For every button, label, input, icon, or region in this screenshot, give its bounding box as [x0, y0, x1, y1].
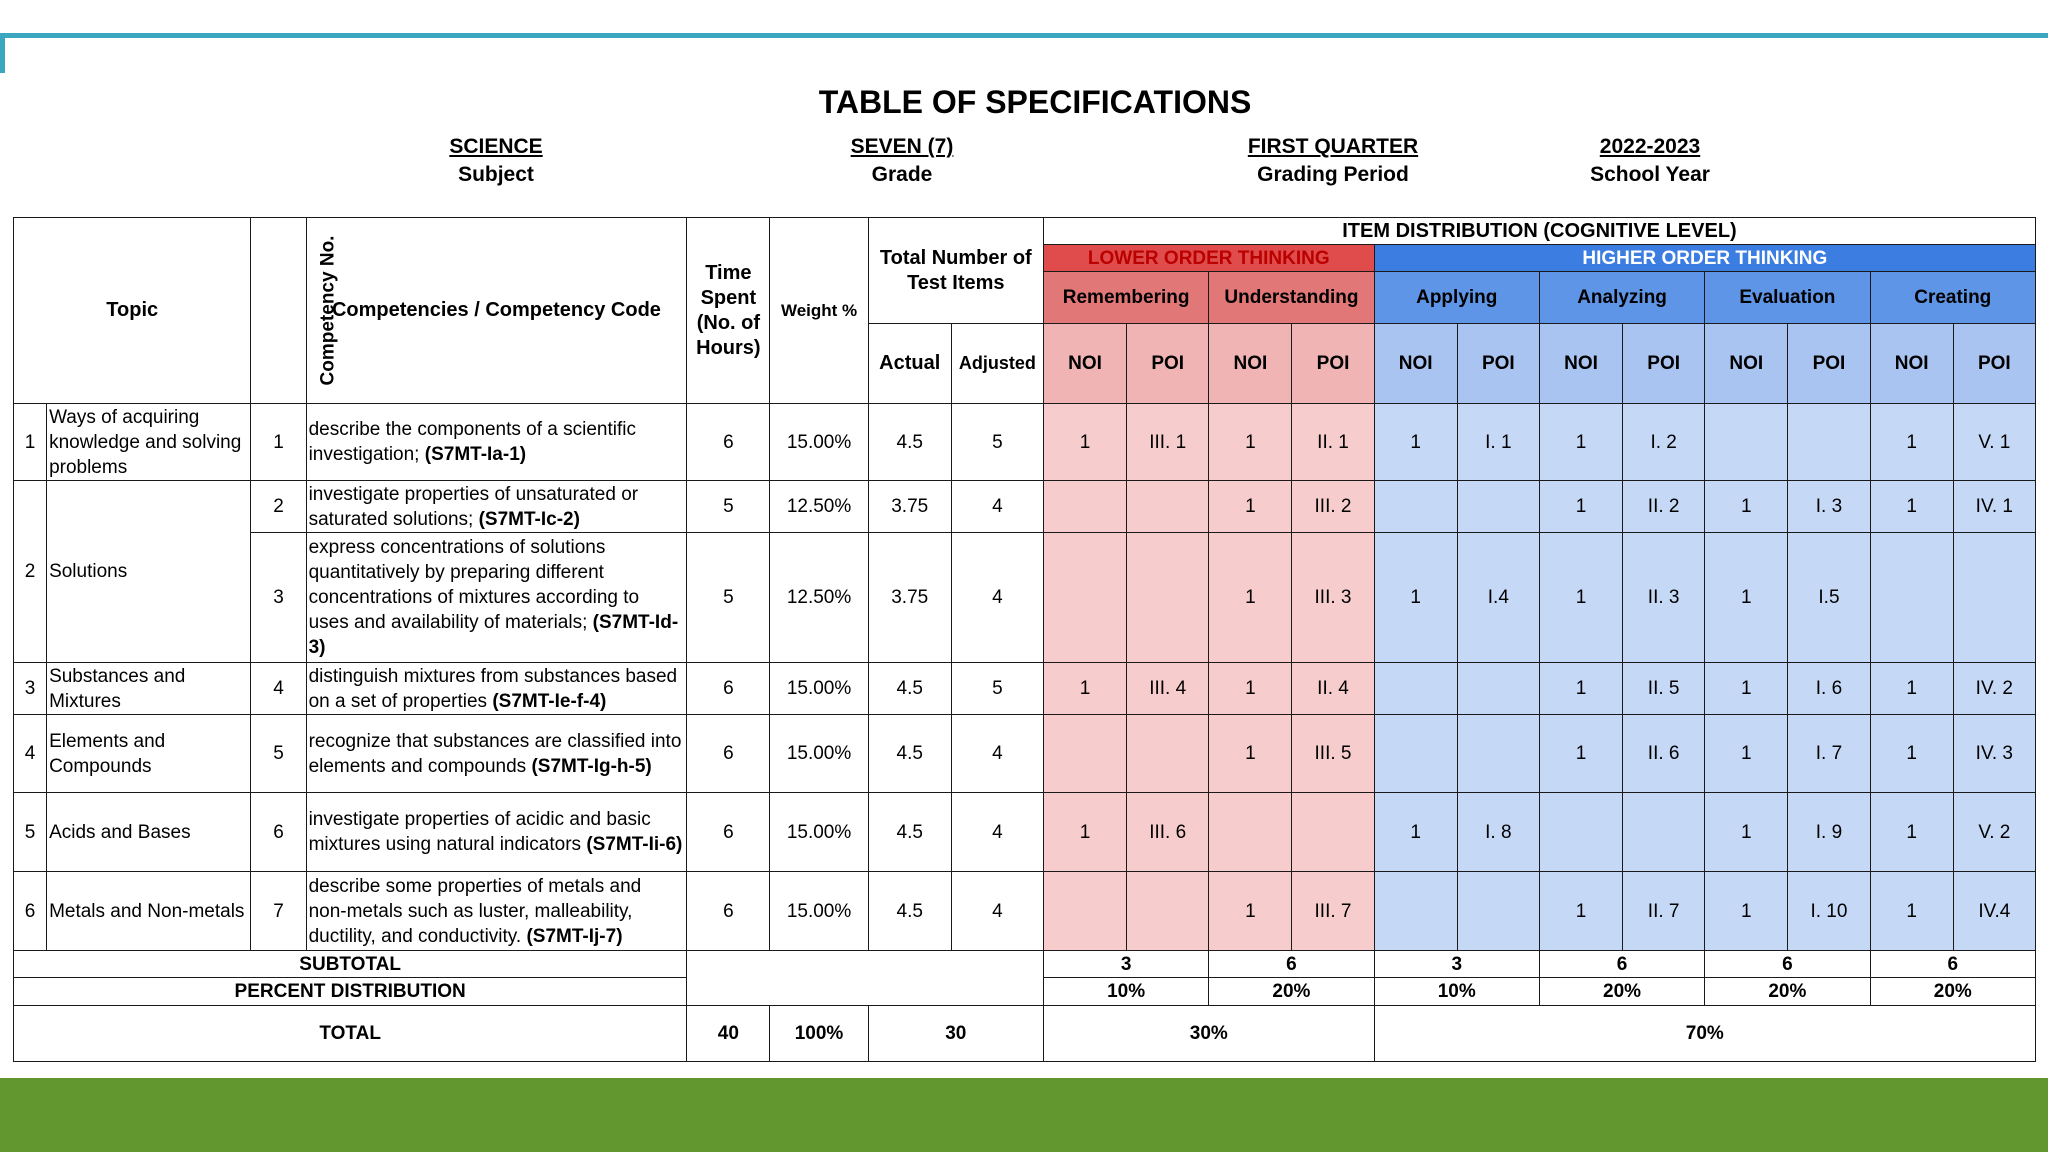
topic-number: 4: [14, 715, 47, 793]
remembering-poi: III. 1: [1127, 404, 1209, 481]
applying-noi: [1374, 663, 1457, 715]
total-label: TOTAL: [14, 1006, 687, 1062]
remembering-poi: [1127, 481, 1209, 533]
subtotal-understanding: 6: [1209, 951, 1374, 978]
adjusted-items: 4: [951, 533, 1043, 663]
poi-header: POI: [1127, 324, 1209, 404]
subtotal-evaluation: 6: [1705, 951, 1870, 978]
grade-value: SEVEN (7): [850, 135, 954, 158]
competency-text: recognize that substances are classified into elements and compounds (S7MT-Ig-h-5): [306, 715, 687, 793]
percent-understanding: 20%: [1209, 978, 1374, 1006]
analyzing-noi: [1539, 793, 1622, 872]
analyzing-poi: II. 2: [1623, 481, 1705, 533]
grading-period-value: FIRST QUARTER: [1247, 135, 1419, 158]
level-remembering: Remembering: [1043, 272, 1208, 324]
time-spent-header: Time Spent (No. of Hours): [687, 218, 770, 404]
competencies-header: Competencies / Competency Code: [306, 218, 687, 404]
total-items-header: Total Number of Test Items: [868, 218, 1043, 324]
remembering-noi: [1043, 533, 1126, 663]
evaluation-poi: I. 6: [1788, 663, 1870, 715]
remembering-noi: 1: [1043, 404, 1126, 481]
topic-name: Elements and Compounds: [47, 715, 251, 793]
total-lower-order: 30%: [1043, 1006, 1374, 1062]
analyzing-noi: 1: [1539, 715, 1622, 793]
creating-noi: [1870, 533, 1953, 663]
evaluation-poi: I. 3: [1788, 481, 1870, 533]
topic-name: Metals and Non-metals: [47, 872, 251, 951]
grade-block: [752, 133, 1052, 189]
time-spent: 5: [687, 481, 770, 533]
topic-number: 2: [14, 481, 47, 663]
evaluation-noi: 1: [1705, 793, 1788, 872]
weight: 12.50%: [770, 481, 868, 533]
remembering-poi: [1127, 715, 1209, 793]
adjusted-items: 5: [951, 404, 1043, 481]
left-accent-edge: [0, 38, 5, 73]
competency-number: 5: [251, 715, 306, 793]
level-analyzing: Analyzing: [1539, 272, 1704, 324]
total-weight: 100%: [770, 1006, 868, 1062]
understanding-poi: III. 7: [1292, 872, 1374, 951]
total-items: 30: [868, 1006, 1043, 1062]
competency-text: express concentrations of solutions quantitatively by preparing different concentrations of mixtures according to uses and availability of materials; (S7MT-Id-3): [306, 533, 687, 663]
subtotal-creating: 6: [1870, 951, 2035, 978]
actual-items: 3.75: [868, 533, 951, 663]
evaluation-noi: 1: [1705, 663, 1788, 715]
weight: 15.00%: [770, 715, 868, 793]
evaluation-noi: 1: [1705, 481, 1788, 533]
competency-number: 7: [251, 872, 306, 951]
percent-analyzing: 20%: [1539, 978, 1704, 1006]
understanding-noi: [1209, 793, 1292, 872]
creating-poi: [1953, 533, 2035, 663]
level-evaluation: Evaluation: [1705, 272, 1870, 324]
subtotal-blank: [687, 951, 1044, 1006]
noi-header: NOI: [1870, 324, 1953, 404]
evaluation-poi: [1788, 404, 1870, 481]
adjusted-items: 4: [951, 872, 1043, 951]
subtotal-applying: 3: [1374, 951, 1539, 978]
analyzing-noi: 1: [1539, 481, 1622, 533]
topic-number: 3: [14, 663, 47, 715]
topic-number: 5: [14, 793, 47, 872]
noi-header: NOI: [1374, 324, 1457, 404]
competency-number: 6: [251, 793, 306, 872]
weight: 15.00%: [770, 404, 868, 481]
analyzing-noi: 1: [1539, 663, 1622, 715]
topic-number: 6: [14, 872, 47, 951]
topic-name: Solutions: [47, 481, 251, 663]
creating-poi: IV. 3: [1953, 715, 2035, 793]
topic-name: Acids and Bases: [47, 793, 251, 872]
lower-order-header: LOWER ORDER THINKING: [1043, 245, 1374, 272]
poi-header: POI: [1623, 324, 1705, 404]
applying-noi: 1: [1374, 793, 1457, 872]
level-understanding: Understanding: [1209, 272, 1374, 324]
remembering-noi: [1043, 715, 1126, 793]
remembering-poi: [1127, 872, 1209, 951]
understanding-poi: [1292, 793, 1374, 872]
competency-text: describe some properties of metals and non-metals such as luster, malleability, ductility, and conductivity. (S7MT-Ij-7): [306, 872, 687, 951]
evaluation-noi: 1: [1705, 533, 1788, 663]
time-spent: 6: [687, 663, 770, 715]
remembering-noi: [1043, 872, 1126, 951]
creating-poi: V. 1: [1953, 404, 2035, 481]
actual-items: 4.5: [868, 793, 951, 872]
understanding-poi: II. 1: [1292, 404, 1374, 481]
evaluation-noi: [1705, 404, 1788, 481]
subtotal-remembering: 3: [1043, 951, 1208, 978]
competency-text: describe the components of a scientific investigation; (S7MT-Ia-1): [306, 404, 687, 481]
creating-noi: 1: [1870, 481, 1953, 533]
actual-items: 4.5: [868, 715, 951, 793]
evaluation-noi: 1: [1705, 715, 1788, 793]
evaluation-poi: I. 7: [1788, 715, 1870, 793]
analyzing-poi: II. 6: [1623, 715, 1705, 793]
school-year-value: 2022-2023: [1599, 135, 1701, 158]
noi-header: NOI: [1539, 324, 1622, 404]
creating-poi: IV. 1: [1953, 481, 2035, 533]
percent-applying: 10%: [1374, 978, 1539, 1006]
time-spent: 6: [687, 793, 770, 872]
adjusted-items: 5: [951, 663, 1043, 715]
competency-number: 1: [251, 404, 306, 481]
analyzing-noi: 1: [1539, 872, 1622, 951]
adjusted-header: Adjusted: [951, 324, 1043, 404]
applying-poi: I. 1: [1457, 404, 1539, 481]
remembering-poi: III. 6: [1127, 793, 1209, 872]
percent-remembering: 10%: [1043, 978, 1208, 1006]
grading-period-block: [1183, 133, 1483, 189]
poi-header: POI: [1292, 324, 1374, 404]
understanding-poi: II. 4: [1292, 663, 1374, 715]
adjusted-items: 4: [951, 793, 1043, 872]
adjusted-items: 4: [951, 481, 1043, 533]
evaluation-noi: 1: [1705, 872, 1788, 951]
creating-noi: 1: [1870, 793, 1953, 872]
analyzing-poi: [1623, 793, 1705, 872]
weight: 15.00%: [770, 872, 868, 951]
remembering-noi: 1: [1043, 663, 1126, 715]
remembering-noi: [1043, 481, 1126, 533]
poi-header: POI: [1788, 324, 1870, 404]
noi-header: NOI: [1209, 324, 1292, 404]
top-accent-bar: [0, 33, 2048, 38]
actual-items: 4.5: [868, 404, 951, 481]
weight: 15.00%: [770, 793, 868, 872]
applying-poi: [1457, 715, 1539, 793]
total-higher-order: 70%: [1374, 1006, 2035, 1062]
creating-noi: 1: [1870, 872, 1953, 951]
analyzing-noi: 1: [1539, 404, 1622, 481]
understanding-poi: III. 5: [1292, 715, 1374, 793]
subtotal-label: SUBTOTAL: [14, 951, 687, 978]
adjusted-items: 4: [951, 715, 1043, 793]
topic-name: Ways of acquiring knowledge and solving problems: [47, 404, 251, 481]
applying-noi: [1374, 481, 1457, 533]
understanding-noi: 1: [1209, 663, 1292, 715]
creating-poi: IV.4: [1953, 872, 2035, 951]
applying-poi: [1457, 663, 1539, 715]
higher-order-header: HIGHER ORDER THINKING: [1374, 245, 2035, 272]
grading-period-label: Grading Period: [1257, 163, 1409, 186]
remembering-poi: III. 4: [1127, 663, 1209, 715]
poi-header: POI: [1457, 324, 1539, 404]
level-applying: Applying: [1374, 272, 1539, 324]
creating-poi: V. 2: [1953, 793, 2035, 872]
weight: 12.50%: [770, 533, 868, 663]
level-creating: Creating: [1870, 272, 2035, 324]
weight-header: Weight %: [770, 218, 868, 404]
applying-poi: I.4: [1457, 533, 1539, 663]
applying-poi: I. 8: [1457, 793, 1539, 872]
applying-noi: [1374, 715, 1457, 793]
grade-label: Grade: [871, 163, 933, 186]
specifications-table: [13, 217, 2036, 1062]
competency-number: 2: [251, 481, 306, 533]
analyzing-poi: II. 7: [1623, 872, 1705, 951]
topic-number: 1: [14, 404, 47, 481]
creating-poi: IV. 2: [1953, 663, 2035, 715]
understanding-noi: 1: [1209, 872, 1292, 951]
analyzing-poi: I. 2: [1623, 404, 1705, 481]
competency-number: 3: [251, 533, 306, 663]
actual-header: Actual: [868, 324, 951, 404]
analyzing-noi: 1: [1539, 533, 1622, 663]
actual-items: 4.5: [868, 663, 951, 715]
actual-items: 3.75: [868, 481, 951, 533]
competency-text: investigate properties of acidic and basic mixtures using natural indicators (S7MT-Ii-6): [306, 793, 687, 872]
creating-noi: 1: [1870, 715, 1953, 793]
topic-header: Topic: [14, 218, 251, 404]
subject-value: SCIENCE: [449, 135, 543, 158]
remembering-poi: [1127, 533, 1209, 663]
remembering-noi: 1: [1043, 793, 1126, 872]
evaluation-poi: I. 9: [1788, 793, 1870, 872]
analyzing-poi: II. 3: [1623, 533, 1705, 663]
applying-poi: [1457, 872, 1539, 951]
analyzing-poi: II. 5: [1623, 663, 1705, 715]
time-spent: 6: [687, 872, 770, 951]
total-time: 40: [687, 1006, 770, 1062]
applying-poi: [1457, 481, 1539, 533]
competency-number: 4: [251, 663, 306, 715]
percent-creating: 20%: [1870, 978, 2035, 1006]
understanding-noi: 1: [1209, 715, 1292, 793]
understanding-noi: 1: [1209, 533, 1292, 663]
poi-header: POI: [1953, 324, 2035, 404]
noi-header: NOI: [1043, 324, 1126, 404]
weight: 15.00%: [770, 663, 868, 715]
competency-no-header: Competency No.: [251, 218, 306, 404]
document-title: TABLE OF SPECIFICATIONS: [818, 84, 1252, 120]
time-spent: 6: [687, 715, 770, 793]
competency-text: investigate properties of unsaturated or saturated solutions; (S7MT-Ic-2): [306, 481, 687, 533]
applying-noi: [1374, 872, 1457, 951]
creating-noi: 1: [1870, 404, 1953, 481]
understanding-poi: III. 3: [1292, 533, 1374, 663]
noi-header: NOI: [1705, 324, 1788, 404]
evaluation-poi: I.5: [1788, 533, 1870, 663]
bottom-green-bar: [0, 1078, 2048, 1152]
applying-noi: 1: [1374, 404, 1457, 481]
subtotal-analyzing: 6: [1539, 951, 1704, 978]
percent-distribution-label: PERCENT DISTRIBUTION: [14, 978, 687, 1006]
time-spent: 6: [687, 404, 770, 481]
subject-block: [346, 133, 646, 189]
applying-noi: 1: [1374, 533, 1457, 663]
school-year-label: School Year: [1590, 163, 1710, 186]
topic-name: Substances and Mixtures: [47, 663, 251, 715]
actual-items: 4.5: [868, 872, 951, 951]
school-year-block: [1500, 133, 1800, 189]
competency-text: distinguish mixtures from substances based on a set of properties (S7MT-Ie-f-4): [306, 663, 687, 715]
percent-evaluation: 20%: [1705, 978, 1870, 1006]
understanding-poi: III. 2: [1292, 481, 1374, 533]
evaluation-poi: I. 10: [1788, 872, 1870, 951]
creating-noi: 1: [1870, 663, 1953, 715]
time-spent: 5: [687, 533, 770, 663]
understanding-noi: 1: [1209, 404, 1292, 481]
subject-label: Subject: [458, 163, 534, 186]
understanding-noi: 1: [1209, 481, 1292, 533]
item-distribution-header: ITEM DISTRIBUTION (COGNITIVE LEVEL): [1043, 218, 2035, 245]
